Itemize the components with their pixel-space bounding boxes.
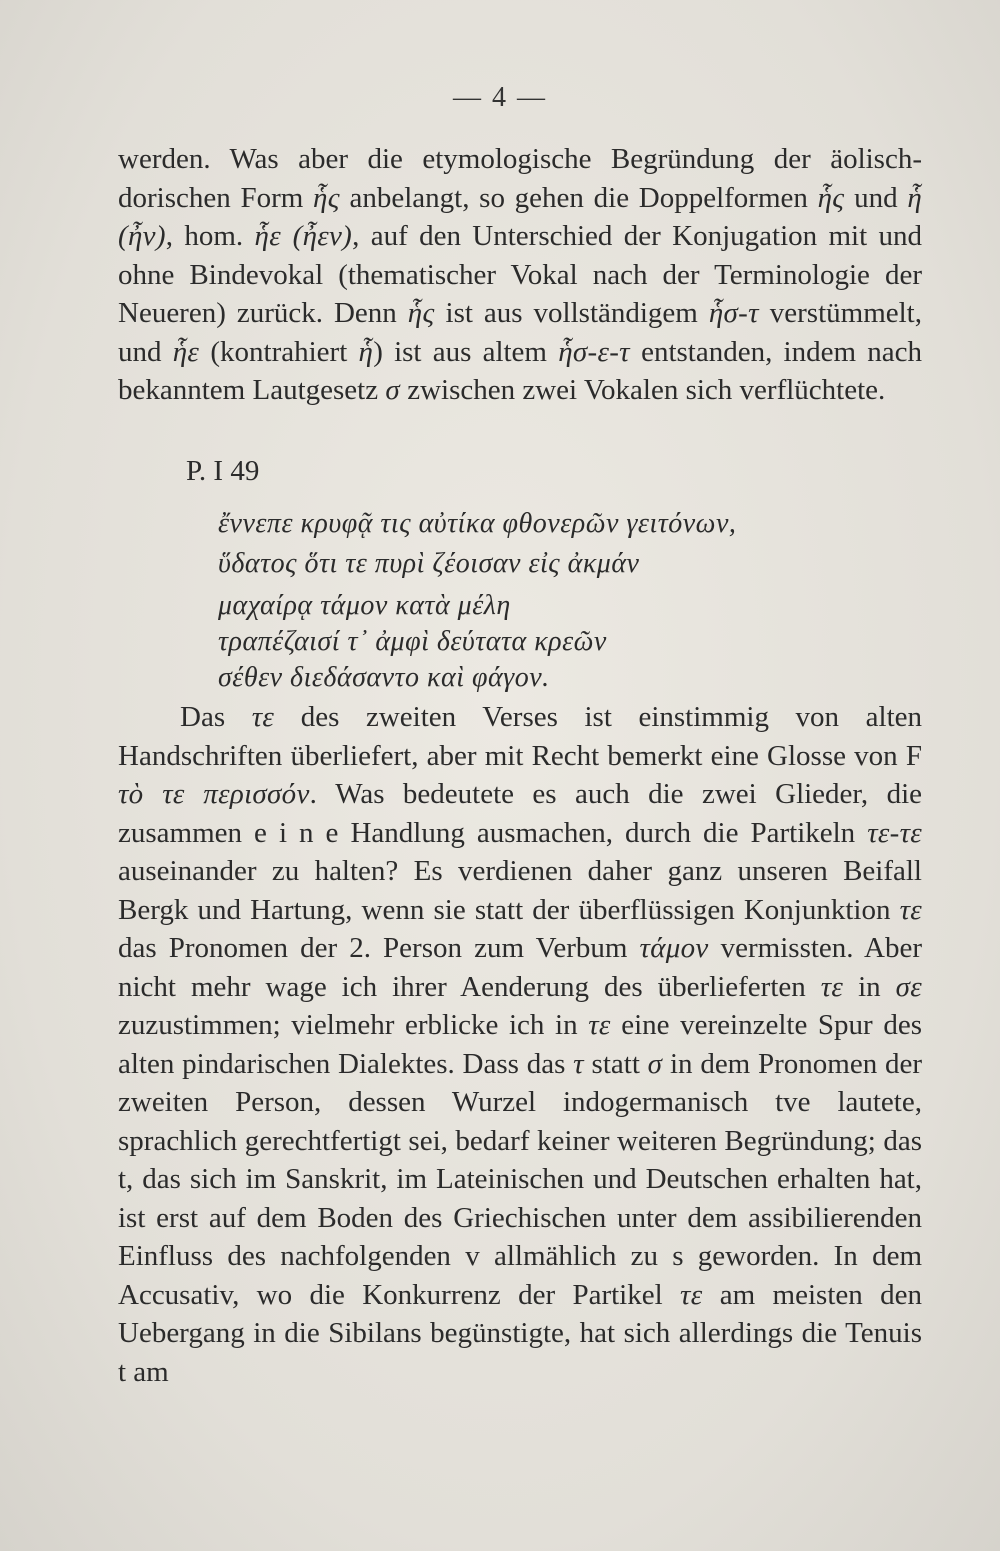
greek-term: ἧς [817,181,845,214]
greek-term: ἧς [313,181,340,214]
verse-line-1: ἔννεπε κρυφᾷ τις αὐτίκα φθονερῶν γειτόνων, [218,508,737,539]
text-run: am meisten den Uebergang in die Sibilans begünstigte, hat sich allerdings die Tenuis t am [118,1278,922,1388]
greek-term: σε [895,970,922,1003]
text-run: zwischen zwei Vokalen sich verflüchtete. [399,374,886,406]
text-run: , hom. [165,220,255,252]
text-run: des zweiten Verses ist einstimmig von alten Handschriften überliefert, aber mit Recht bemerkt eine Glosse von F [118,701,923,772]
text-run: . Was bedeutete es auch die zwei Glieder, die zusammen [118,778,923,849]
text-run: das Pronomen der 2. Person zum Verbum [118,932,640,964]
text-run: anbelangt, so gehen die Doppelformen [339,181,818,214]
text-run: zuzustimmen; vielmehr erblicke ich in [118,1009,589,1041]
text-run: in dem Pronomen der zweiten Person, dessen Wurzel indogermanisch tve lautete, sprachlich gerechtfertigt sei, bedarf keiner weiteren Begründung; das t, das sich im Sanskrit, im Lateinischen und Deutschen erhalten hat, ist erst auf dem Boden des Griechischen unter dem assibilierenden Einfluss des nachfolgenden v allmählich zu s geworden. In dem Accusativ, wo die Konkurrenz der Partikel [118,1047,922,1311]
greek-term: ἧ (ἦν) [118,181,922,252]
greek-term: τε [899,893,922,926]
text-run: und [844,181,908,214]
paragraph-etymology [118,140,922,410]
greek-term: ἧσ-τ [708,297,759,329]
text-run: ) ist aus altem [373,335,559,368]
text-run: werden. Was aber die etymologische Begründung der äolisch-dorischen Form [118,143,922,214]
text-run: statt [583,1047,648,1080]
greek-term: ἧε (ἦεν) [254,220,353,252]
greek-term: σ [385,374,400,406]
text-run: vermissten. Aber nicht mehr wage ich ihrer Aenderung des überlieferten [118,932,923,1003]
citation-reference: P. I 49 [186,455,260,487]
verse-line-2: ὕδατος ὅτι τε πυρὶ ζέοισαν εἰς ἀκμάν [218,548,640,579]
greek-term: τε [820,970,844,1003]
greek-term: ἧ [358,335,374,368]
greek-term: ἧς [407,297,435,329]
page-number: — 4 — [453,82,547,113]
text-run: Handlung ausmachen, durch die Partikeln [338,816,868,849]
greek-term: σ [647,1047,663,1080]
greek-term: τε-τε [867,816,922,849]
text-run: verstümmelt, und [118,297,922,368]
greek-term: τάμον [639,932,709,964]
text-run: entstanden, indem nach bekanntem Lautgesetz [118,335,923,406]
greek-term: τ [573,1047,584,1080]
text-run: , auf den Unterschied der Konjugation mit und ohne Bindevokal (thematischer Vokal nach der Terminologie der Neueren) zurück. Denn [118,220,922,329]
greek-term: τε [680,1278,703,1311]
text-run: ist aus vollständigem [434,297,709,329]
greek-term: τε [588,1009,611,1041]
greek-term: ἧσ-ε-τ [558,335,630,368]
text-run: Das [180,701,252,733]
text-run: in [843,970,896,1003]
text-run: auseinander zu halten? Es verdienen daher ganz unseren Beifall Bergk und Hartung, wenn sie statt der überflüssigen Konjunktion [118,855,922,926]
spaced-emphasis: e i n e [254,816,339,849]
verse-line-3: μαχαίρᾳ τάμον κατὰ μέλη [218,590,511,621]
text-run: (kontrahiert [199,335,359,368]
paragraph-commentary [118,698,922,1391]
verse-line-4: τραπέζαισί τ᾽ ἀμφὶ δεύτατα κρεῶν [218,626,607,657]
verse-line-5: σέθεν διεδάσαντο καὶ φάγον. [218,662,550,693]
greek-term: ἧε [172,335,200,368]
greek-term: τὸ τε περισσόν [118,778,310,810]
greek-term: τε [251,701,275,733]
text-run: eine vereinzelte Spur des alten pindarischen Dialektes. Dass das [118,1009,922,1080]
